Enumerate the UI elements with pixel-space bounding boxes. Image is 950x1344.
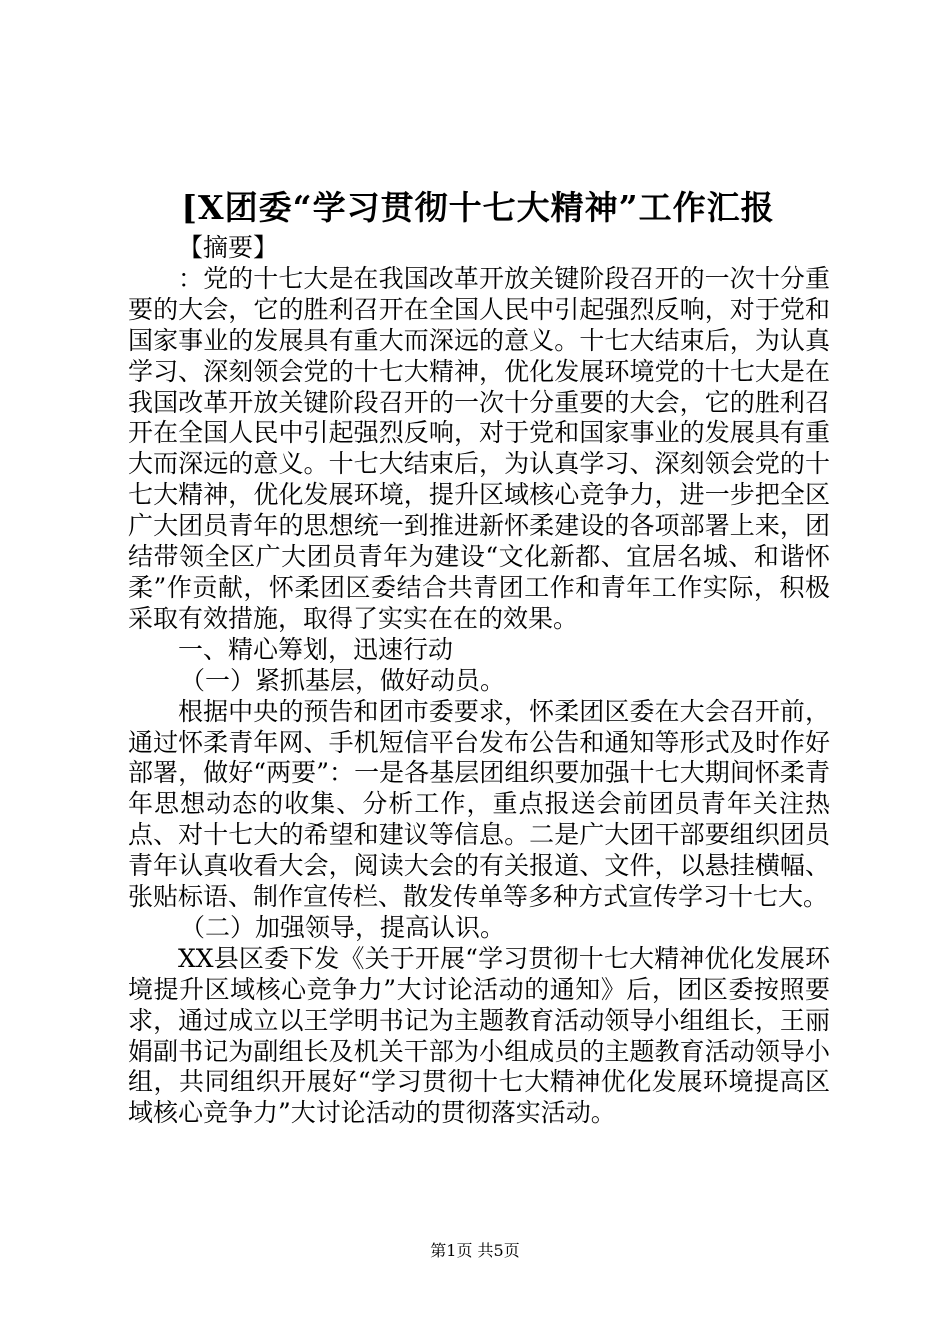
abstract-heading: 【摘要】 xyxy=(178,233,279,262)
subsection-heading: （一）紧抓基层，做好动员。 xyxy=(180,665,506,695)
subsection-heading: （二）加强领导，提高认识。 xyxy=(180,912,506,942)
page-number-footer: 第1页 共5页 xyxy=(430,1241,520,1260)
abstract-paragraph: ：党的十七大是在我国改革开放关键阶段召开的一次十分重要的大会，它的胜利召开在全国人民中引起强烈反响，对于党和国家事业的发展具有重大而深远的意义。十七大结束后，为认真学习、深刻领会党的十七大精神，优化发展环境党的十七大是在我国改革开放关键阶段召开的一次十分重要的大会，它的胜利召开在全国人民中引起强烈反响，对于党和国家事业的发展具有重大而深远的意义。十七大结束后，为认真学习、深刻领会党的十七大精神，优化发展环境，提升区域核心竞争力，进一步把全区广大团员青年的思想统一到推进新怀柔建设的各项部署上来，团结带领全区广大团员青年为建设“文化新都、宜居名城、和谐怀柔”作贡献，怀柔团区委结合共青团工作和青年工作实际，积极采取有效措施，取得了实实在在的效果。 xyxy=(128,263,830,633)
body-paragraph: XX县区委下发《关于开展“学习贯彻十七大精神优化发展环境提升区域核心竞争力”大讨论活动的通知》后，团区委按照要求，通过成立以王学明书记为主题教育活动领导小组组长，王丽娟副书记为副组长及机关干部为小组成员的主题教育活动领导小组，共同组织开展好“学习贯彻十七大精神优化发展环境提高区域核心竞争力”大讨论活动的贯彻落实活动。 xyxy=(128,943,830,1128)
section-heading: 一、精心筹划，迅速行动 xyxy=(178,634,454,664)
document-title: [X团委“学习贯彻十七大精神”工作汇报 xyxy=(181,188,775,227)
body-paragraph: 根据中央的预告和团市委要求，怀柔团区委在大会召开前，通过怀柔青年网、手机短信平台发布公告和通知等形式及时作好部署，做好“两要”：一是各基层团组织要加强十七大期间怀柔青年思想动态的收集、分析工作，重点报送会前团员青年关注热点、对十七大的希望和建议等信息。二是广大团干部要组织团员青年认真收看大会，阅读大会的有关报道、文件，以悬挂横幅、张贴标语、制作宣传栏、散发传单等多种方式宣传学习十七大。 xyxy=(128,696,830,912)
document-body xyxy=(128,233,830,1129)
